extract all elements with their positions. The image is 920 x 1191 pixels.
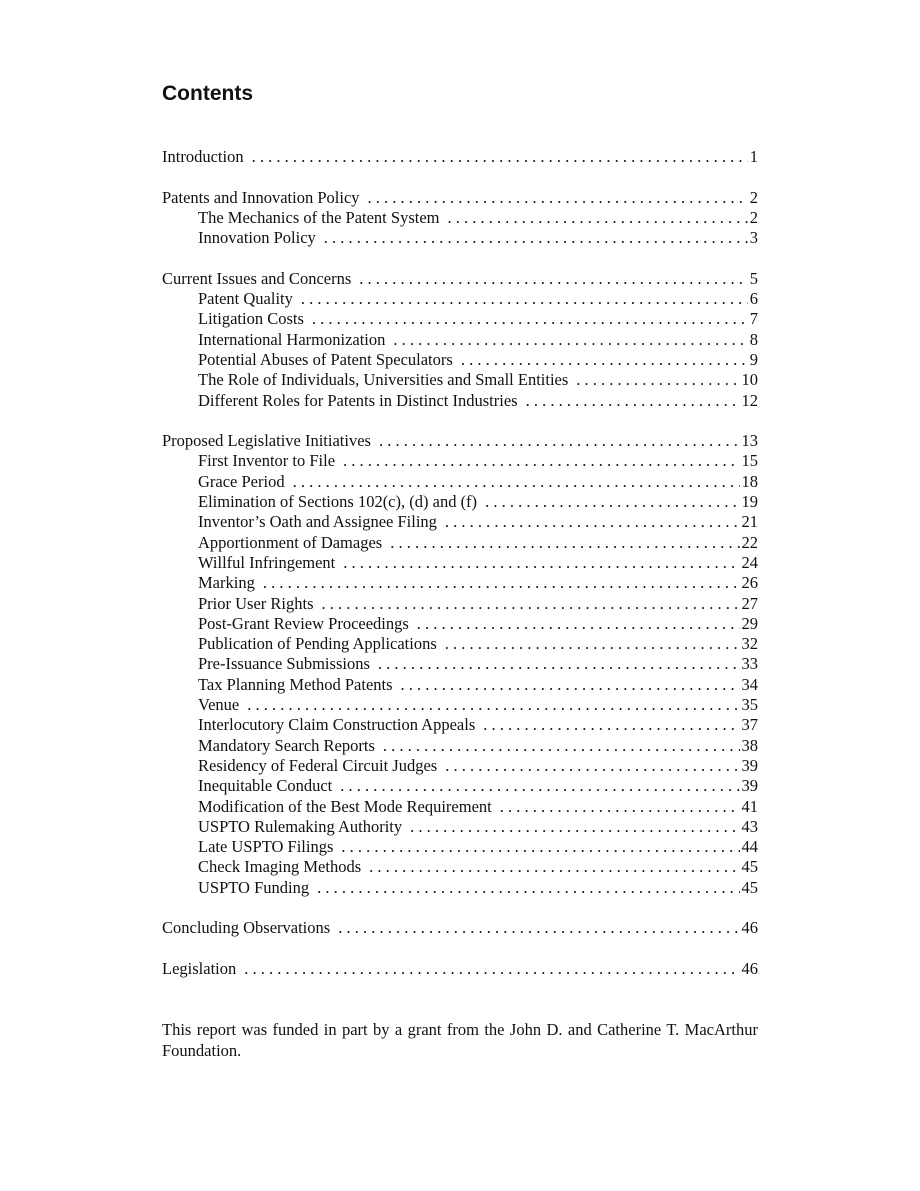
toc-entry-page-number: 19: [741, 492, 758, 512]
toc-subsection-entry[interactable]: [162, 695, 758, 715]
toc-subsection-entry[interactable]: [162, 776, 758, 796]
dot-leader: [317, 878, 739, 898]
dot-leader: [500, 797, 740, 817]
toc-entry-page-number: 22: [741, 532, 758, 552]
toc-entry-title: Elimination of Sections 102(c), (d) and (f): [198, 492, 478, 512]
toc-subsection-entry[interactable]: [162, 797, 758, 817]
toc-entry-title: International Harmonization: [198, 329, 386, 349]
dot-leader: [410, 817, 739, 837]
toc-subsection-entry[interactable]: [162, 309, 758, 329]
toc-entry-title: Pre-Issuance Submissions: [198, 654, 370, 674]
toc-entry-title: Current Issues and Concerns: [162, 268, 352, 288]
toc-subsection-entry[interactable]: [162, 837, 758, 857]
toc-entry-page-number: 7: [749, 309, 758, 329]
toc-entry-page-number: 5: [749, 268, 758, 288]
toc-subsection-entry[interactable]: [162, 391, 758, 411]
toc-entry-title: Residency of Federal Circuit Judges: [198, 755, 438, 775]
toc-subsection-entry[interactable]: [162, 736, 758, 756]
toc-entry-title: Potential Abuses of Patent Speculators: [198, 349, 453, 369]
dot-leader: [379, 431, 740, 451]
toc-entry-page-number: 6: [749, 289, 758, 309]
toc-entry-page-number: 43: [741, 816, 758, 836]
toc-subsection-entry[interactable]: [162, 675, 758, 695]
toc-entry-page-number: 34: [741, 674, 758, 694]
toc-subsection-entry[interactable]: [162, 208, 758, 228]
toc-subsection-entry[interactable]: [162, 370, 758, 390]
table-of-contents: [162, 147, 758, 979]
toc-entry-page-number: 39: [741, 776, 758, 796]
dot-leader: [483, 715, 739, 735]
toc-entry-title: Prior User Rights: [198, 593, 314, 613]
dot-leader: [485, 492, 739, 512]
dot-leader: [343, 451, 739, 471]
toc-subsection-entry[interactable]: [162, 817, 758, 837]
dot-leader: [393, 330, 747, 350]
toc-entry-title: Proposed Legislative Initiatives: [162, 431, 371, 451]
toc-entry-title: Mandatory Search Reports: [198, 735, 375, 755]
toc-subsection-entry[interactable]: [162, 594, 758, 614]
dot-leader: [341, 837, 739, 857]
toc-entry-title: Patents and Innovation Policy: [162, 187, 360, 207]
toc-entry-title: Venue: [198, 695, 240, 715]
toc-entry-page-number: 18: [741, 471, 758, 491]
dot-leader: [322, 594, 740, 614]
dot-leader: [401, 675, 740, 695]
toc-subsection-entry[interactable]: [162, 451, 758, 471]
toc-entry-page-number: 39: [741, 755, 758, 775]
toc-section-entry[interactable]: [162, 147, 758, 167]
toc-entry-title: Post-Grant Review Proceedings: [198, 613, 409, 633]
toc-entry-page-number: 12: [741, 390, 758, 410]
toc-entry-title: USPTO Funding: [198, 877, 310, 897]
dot-leader: [378, 654, 740, 674]
toc-entry-page-number: 33: [741, 654, 758, 674]
toc-entry-page-number: 45: [741, 857, 758, 877]
toc-entry-page-number: 27: [741, 593, 758, 613]
toc-entry-title: Tax Planning Method Patents: [198, 674, 393, 694]
toc-subsection-entry[interactable]: [162, 289, 758, 309]
toc-entry-title: Interlocutory Claim Construction Appeals: [198, 715, 476, 735]
toc-entry-page-number: 37: [741, 715, 758, 735]
dot-leader: [461, 350, 748, 370]
toc-entry-title: Late USPTO Filings: [198, 837, 334, 857]
toc-entry-page-number: 8: [749, 329, 758, 349]
toc-entry-page-number: 13: [741, 431, 758, 451]
toc-entry-page-number: 2: [749, 207, 758, 227]
toc-entry-page-number: 10: [741, 370, 758, 390]
toc-subsection-entry[interactable]: [162, 492, 758, 512]
dot-leader: [445, 634, 740, 654]
toc-entry-title: First Inventor to File: [198, 451, 336, 471]
toc-entry-page-number: 21: [741, 512, 758, 532]
toc-subsection-entry[interactable]: [162, 553, 758, 573]
toc-entry-title: The Role of Individuals, Universities and Small Entities: [198, 370, 569, 390]
toc-section-entry[interactable]: [162, 959, 758, 979]
toc-entry-page-number: 9: [749, 349, 758, 369]
toc-entry-page-number: 24: [741, 552, 758, 572]
dot-leader: [368, 188, 748, 208]
toc-entry-page-number: 32: [741, 634, 758, 654]
dot-leader: [263, 573, 740, 593]
toc-subsection-entry[interactable]: [162, 350, 758, 370]
toc-entry-page-number: 15: [741, 451, 758, 471]
page-title: Contents: [162, 82, 253, 105]
dot-leader: [324, 228, 748, 248]
toc-subsection-entry[interactable]: [162, 614, 758, 634]
dot-leader: [383, 736, 740, 756]
toc-entry-page-number: 38: [741, 735, 758, 755]
toc-subsection-entry[interactable]: [162, 330, 758, 350]
toc-entry-title: Willful Infringement: [198, 552, 336, 572]
toc-entry-title: USPTO Rulemaking Authority: [198, 816, 403, 836]
toc-entry-title: Marking: [198, 573, 255, 593]
toc-entry-title: Publication of Pending Applications: [198, 634, 437, 654]
toc-section-entry[interactable]: [162, 918, 758, 938]
toc-entry-title: Patent Quality: [198, 289, 293, 309]
toc-entry-page-number: 29: [741, 613, 758, 633]
toc-entry-page-number: 3: [749, 228, 758, 248]
dot-leader: [247, 695, 739, 715]
dot-leader: [252, 147, 748, 167]
funding-note: This report was funded in part by a grant from the John D. and Catherine T. MacArthur Foundation.: [162, 1020, 758, 1060]
toc-entry-page-number: 44: [741, 837, 758, 857]
dot-leader: [293, 472, 740, 492]
toc-subsection-entry[interactable]: [162, 634, 758, 654]
toc-subsection-entry[interactable]: [162, 472, 758, 492]
dot-leader: [445, 756, 739, 776]
toc-subsection-entry[interactable]: [162, 512, 758, 532]
dot-leader: [526, 391, 740, 411]
toc-entry-title: Check Imaging Methods: [198, 857, 362, 877]
toc-entry-title: Concluding Observations: [162, 918, 331, 938]
toc-entry-page-number: 35: [741, 695, 758, 715]
dot-leader: [447, 208, 747, 228]
dot-leader: [338, 918, 739, 938]
toc-subsection-entry[interactable]: [162, 756, 758, 776]
toc-entry-title: Innovation Policy: [198, 228, 316, 248]
toc-entry-title: The Mechanics of the Patent System: [198, 207, 440, 227]
dot-leader: [369, 857, 739, 877]
dot-leader: [244, 959, 739, 979]
toc-subsection-entry[interactable]: [162, 573, 758, 593]
dot-leader: [417, 614, 740, 634]
toc-entry-title: Grace Period: [198, 471, 285, 491]
dot-leader: [343, 553, 739, 573]
toc-entry-page-number: 46: [741, 958, 758, 978]
toc-subsection-entry[interactable]: [162, 878, 758, 898]
dot-leader: [576, 370, 739, 390]
toc-entry-page-number: 41: [741, 796, 758, 816]
toc-entry-title: Litigation Costs: [198, 309, 304, 329]
dot-leader: [312, 309, 748, 329]
dot-leader: [445, 512, 740, 532]
toc-entry-title: Apportionment of Damages: [198, 532, 383, 552]
toc-subsection-entry[interactable]: [162, 228, 758, 248]
toc-entry-title: Inventor’s Oath and Assignee Filing: [198, 512, 437, 532]
toc-subsection-entry[interactable]: [162, 715, 758, 735]
toc-subsection-entry[interactable]: [162, 654, 758, 674]
dot-leader: [390, 533, 739, 553]
toc-entry-title: Legislation: [162, 958, 237, 978]
toc-entry-page-number: 26: [741, 573, 758, 593]
dot-leader: [301, 289, 748, 309]
dot-leader: [340, 776, 739, 796]
toc-entry-title: Introduction: [162, 147, 244, 166]
toc-entry-title: Inequitable Conduct: [198, 776, 333, 796]
toc-entry-page-number: 1: [749, 147, 758, 166]
toc-entry-title: Different Roles for Patents in Distinct Industries: [198, 390, 518, 410]
toc-entry-title: Modification of the Best Mode Requirement: [198, 796, 492, 816]
toc-section-entry[interactable]: [162, 431, 758, 451]
dot-leader: [359, 269, 747, 289]
toc-subsection-entry[interactable]: [162, 533, 758, 553]
toc-entry-page-number: 45: [741, 877, 758, 897]
toc-section-entry[interactable]: [162, 188, 758, 208]
toc-entry-page-number: 46: [741, 918, 758, 938]
toc-section-entry[interactable]: [162, 269, 758, 289]
toc-subsection-entry[interactable]: [162, 857, 758, 877]
toc-entry-page-number: 2: [749, 187, 758, 207]
